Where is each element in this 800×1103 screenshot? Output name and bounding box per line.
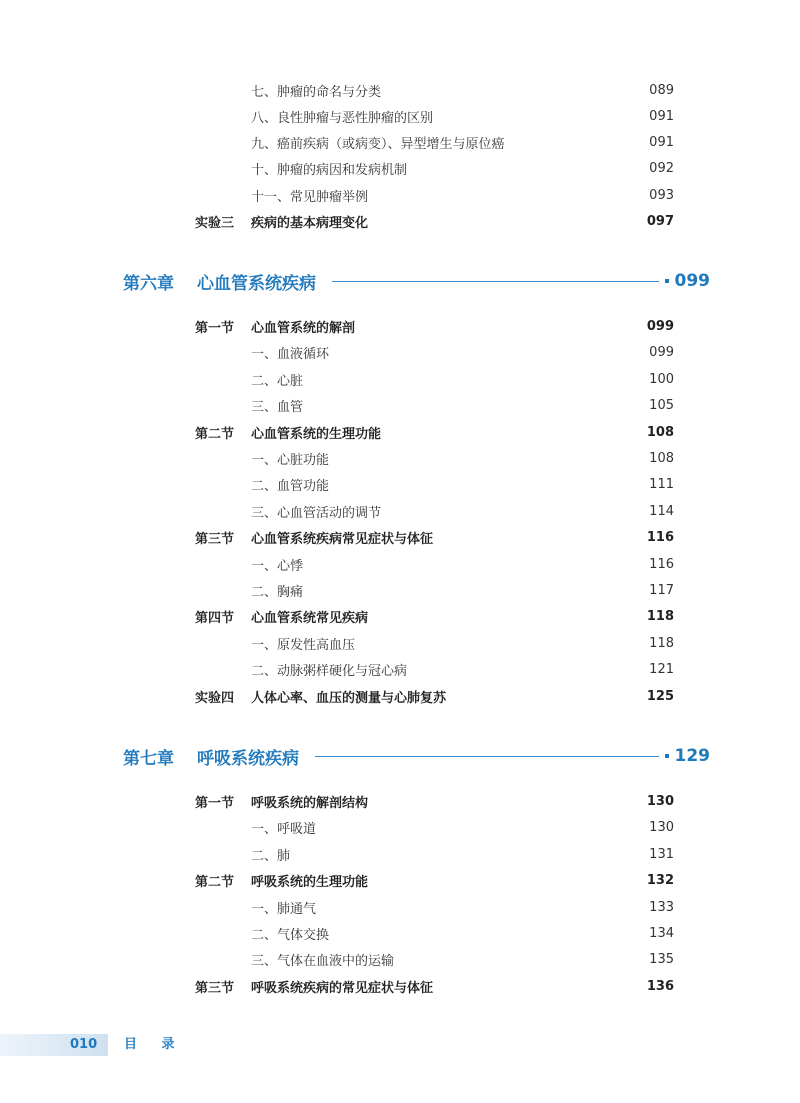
footer-page-number: 010 bbox=[70, 1037, 98, 1052]
toc-lab-page: 097 bbox=[646, 213, 674, 229]
toc-item-title: 九、癌前疾病（或病变）、异型增生与原位癌 bbox=[251, 136, 505, 152]
toc-item-title: 二、胸痛 bbox=[251, 584, 304, 600]
toc-section-label: 第四节 bbox=[195, 610, 235, 626]
toc-lab-entry[interactable] bbox=[195, 684, 674, 708]
toc-item[interactable] bbox=[195, 130, 674, 154]
toc-item[interactable] bbox=[195, 156, 674, 180]
toc-item-title: 二、肺 bbox=[251, 848, 291, 864]
toc-item-page: 118 bbox=[649, 635, 674, 651]
toc-section[interactable] bbox=[195, 789, 674, 813]
toc-item-page: 134 bbox=[649, 925, 674, 941]
toc-item-page: 135 bbox=[649, 951, 674, 967]
toc-item-title: 十一、常见肿瘤举例 bbox=[251, 189, 369, 205]
toc-section-title: 心血管系统疾病常见症状与体征 bbox=[251, 531, 434, 547]
toc-item-title: 一、血液循环 bbox=[251, 346, 330, 362]
toc-item-page: 108 bbox=[649, 450, 674, 466]
toc-section-label: 第二节 bbox=[195, 874, 235, 890]
toc-item-title: 一、呼吸道 bbox=[251, 821, 317, 837]
footer-title: 目 录 bbox=[124, 1037, 185, 1052]
toc-section-page: 132 bbox=[646, 872, 674, 888]
toc-section-label: 第一节 bbox=[195, 795, 235, 811]
toc-item[interactable] bbox=[195, 657, 674, 681]
toc-item-title: 三、气体在血液中的运输 bbox=[251, 953, 395, 969]
toc-item-title: 三、心血管活动的调节 bbox=[251, 505, 382, 521]
toc-item[interactable] bbox=[195, 393, 674, 417]
chapter-label: 第七章 bbox=[123, 748, 174, 769]
chapter-leader-line bbox=[332, 281, 659, 282]
toc-lab-title: 疾病的基本病理变化 bbox=[251, 215, 369, 231]
toc-lab-entry[interactable] bbox=[195, 209, 674, 233]
toc-lab-label: 实验三 bbox=[195, 215, 235, 231]
toc-item-title: 三、血管 bbox=[251, 399, 304, 415]
toc-item-page: 105 bbox=[649, 397, 674, 413]
toc-item-title: 一、肺通气 bbox=[251, 901, 317, 917]
chapter-heading[interactable] bbox=[123, 267, 710, 295]
toc-item[interactable] bbox=[195, 947, 674, 971]
toc-item[interactable] bbox=[195, 446, 674, 470]
toc-item[interactable] bbox=[195, 367, 674, 391]
toc-item[interactable] bbox=[195, 895, 674, 919]
toc-item-page: 091 bbox=[649, 134, 674, 150]
toc-section-title: 心血管系统的解剖 bbox=[251, 320, 356, 336]
toc-item-page: 121 bbox=[649, 661, 674, 677]
toc-item-page: 099 bbox=[649, 344, 674, 360]
toc-section-title: 呼吸系统的解剖结构 bbox=[251, 795, 369, 811]
toc-item[interactable] bbox=[195, 78, 674, 102]
toc-item-page: 089 bbox=[649, 82, 674, 98]
toc-item-page: 130 bbox=[649, 819, 674, 835]
chapter-page: 129 bbox=[674, 746, 710, 766]
toc-item[interactable] bbox=[195, 472, 674, 496]
toc-section-label: 第一节 bbox=[195, 320, 235, 336]
toc-item-page: 111 bbox=[649, 476, 674, 492]
toc-item[interactable] bbox=[195, 842, 674, 866]
toc-section[interactable] bbox=[195, 420, 674, 444]
toc-item-title: 一、心脏功能 bbox=[251, 452, 330, 468]
toc-item-page: 092 bbox=[649, 160, 674, 176]
toc-section-label: 第二节 bbox=[195, 426, 235, 442]
toc-section-page: 136 bbox=[646, 978, 674, 994]
toc-item[interactable] bbox=[195, 183, 674, 207]
toc-lab-label: 实验四 bbox=[195, 690, 235, 706]
toc-item-page: 100 bbox=[649, 371, 674, 387]
toc-item-title: 八、良性肿瘤与恶性肿瘤的区别 bbox=[251, 110, 434, 126]
toc-section[interactable] bbox=[195, 314, 674, 338]
toc-item-title: 二、动脉粥样硬化与冠心病 bbox=[251, 663, 408, 679]
toc-section-page: 130 bbox=[646, 793, 674, 809]
toc-lab-title: 人体心率、血压的测量与心肺复苏 bbox=[251, 690, 447, 706]
toc-item[interactable] bbox=[195, 578, 674, 602]
chapter-title: 呼吸系统疾病 bbox=[197, 748, 299, 769]
toc-item-page: 114 bbox=[649, 503, 674, 519]
toc-item-page: 116 bbox=[649, 556, 674, 572]
chapter-title: 心血管系统疾病 bbox=[197, 273, 316, 294]
chapter-leader-dot bbox=[665, 754, 669, 758]
toc-item[interactable] bbox=[195, 921, 674, 945]
toc-item-title: 一、原发性高血压 bbox=[251, 637, 356, 653]
toc-section[interactable] bbox=[195, 604, 674, 628]
toc-item-title: 二、气体交换 bbox=[251, 927, 330, 943]
toc-section[interactable] bbox=[195, 868, 674, 892]
toc-item-title: 十、肿瘤的病因和发病机制 bbox=[251, 162, 408, 178]
toc-section-label: 第三节 bbox=[195, 980, 235, 996]
toc-section[interactable] bbox=[195, 974, 674, 998]
toc-item-page: 093 bbox=[649, 187, 674, 203]
chapter-leader-dot bbox=[665, 279, 669, 283]
toc-item[interactable] bbox=[195, 815, 674, 839]
toc-item-page: 131 bbox=[649, 846, 674, 862]
toc-section-title: 心血管系统常见疾病 bbox=[251, 610, 369, 626]
toc-section-label: 第三节 bbox=[195, 531, 235, 547]
chapter-page: 099 bbox=[674, 271, 710, 291]
toc-item-title: 一、心悸 bbox=[251, 558, 304, 574]
toc-section-page: 108 bbox=[646, 424, 674, 440]
toc-item-page: 091 bbox=[649, 108, 674, 124]
toc-item[interactable] bbox=[195, 552, 674, 576]
toc-section-page: 099 bbox=[646, 318, 674, 334]
toc-item[interactable] bbox=[195, 104, 674, 128]
chapter-label: 第六章 bbox=[123, 273, 174, 294]
toc-item[interactable] bbox=[195, 499, 674, 523]
toc-section-title: 心血管系统的生理功能 bbox=[251, 426, 382, 442]
toc-section-title: 呼吸系统的生理功能 bbox=[251, 874, 369, 890]
toc-lab-page: 125 bbox=[646, 688, 674, 704]
chapter-leader-line bbox=[315, 756, 659, 757]
toc-item-page: 133 bbox=[649, 899, 674, 915]
chapter-heading[interactable] bbox=[123, 742, 710, 770]
toc-item[interactable] bbox=[195, 631, 674, 655]
toc-section-title: 呼吸系统疾病的常见症状与体征 bbox=[251, 980, 434, 996]
toc-item[interactable] bbox=[195, 340, 674, 364]
toc-item-title: 七、肿瘤的命名与分类 bbox=[251, 84, 382, 100]
toc-section-page: 118 bbox=[646, 608, 674, 624]
toc-item-page: 117 bbox=[649, 582, 674, 598]
toc-section-page: 116 bbox=[646, 529, 674, 545]
toc-item-title: 二、血管功能 bbox=[251, 478, 330, 494]
toc-item-title: 二、心脏 bbox=[251, 373, 304, 389]
toc-section[interactable] bbox=[195, 525, 674, 549]
